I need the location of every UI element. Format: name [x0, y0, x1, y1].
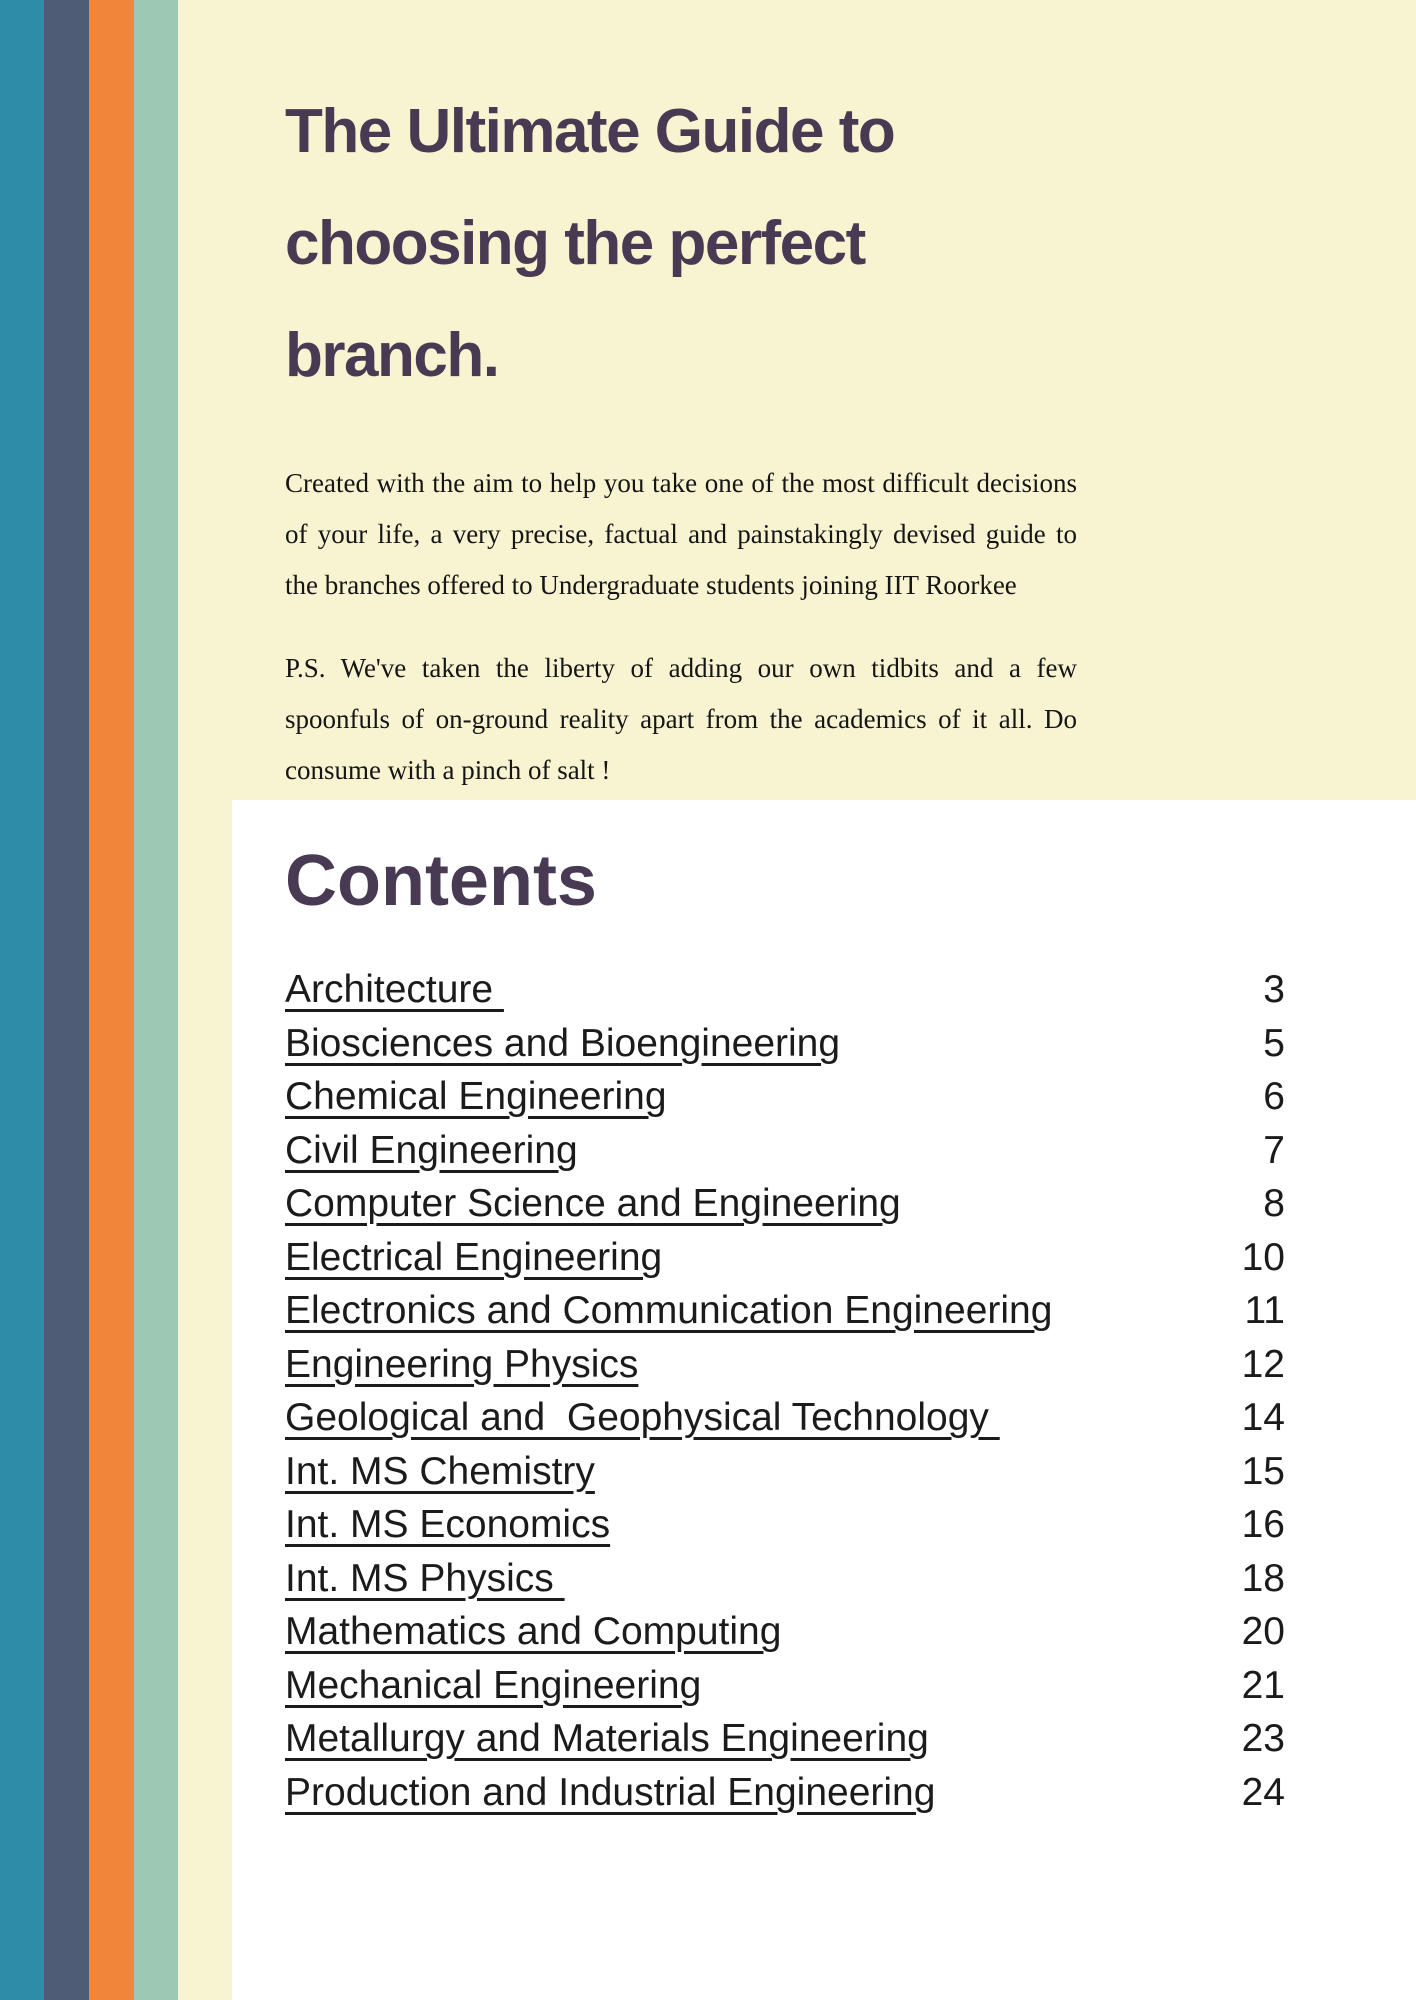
toc-row	[285, 1610, 1285, 1664]
toc-entry-link[interactable]: Mathematics and Computing	[285, 1610, 782, 1653]
toc-row	[285, 1396, 1285, 1450]
contents-panel	[232, 800, 1416, 2000]
toc-row	[285, 1450, 1285, 1504]
toc-entry-link[interactable]: Architecture	[285, 968, 504, 1011]
page-title-line-1: The Ultimate Guide to	[285, 97, 895, 166]
intro-paragraph-2: P.S. We've taken the liberty of adding our own tidbits and a few spoonfuls of on-ground reality apart from the academics of it all. Do consume with a pinch of salt !	[285, 653, 1077, 785]
toc-page-number: 7	[1263, 1128, 1285, 1172]
toc-page-number: 21	[1241, 1663, 1285, 1707]
toc-row	[285, 1557, 1285, 1611]
toc-page-number: 12	[1241, 1342, 1285, 1386]
toc-page-number: 23	[1241, 1717, 1285, 1760]
toc-entry-link[interactable]: Int. MS Economics	[285, 1503, 611, 1546]
toc	[285, 968, 1285, 1824]
toc-row	[285, 1236, 1285, 1290]
stripe-sage	[134, 0, 178, 2000]
toc-page-number: 24	[1241, 1770, 1285, 1814]
intro-paragraph-1: Created with the aim to help you take one of the most difficult decisions of your life, a very precise, factual and painstakingly devised guide to the branches offered to Undergraduate students joining IIT Roorkee	[285, 468, 1077, 600]
toc-row	[285, 1129, 1285, 1183]
toc-row	[285, 1289, 1285, 1343]
toc-entry-link[interactable]: Electrical Engineering	[285, 1235, 663, 1279]
toc-row	[285, 968, 1285, 1022]
toc-entry-link[interactable]: Biosciences and Bioengineering	[285, 1021, 841, 1065]
toc-page-number: 6	[1263, 1075, 1285, 1118]
toc-entry-link[interactable]: Mechanical Engineering	[285, 1663, 702, 1707]
toc-page-number: 3	[1263, 968, 1285, 1011]
toc-entry-link[interactable]: Geological and Geophysical Technology	[285, 1396, 1000, 1439]
stripe-teal	[0, 0, 44, 2000]
toc-row	[285, 1503, 1285, 1557]
stripe-orange	[89, 0, 134, 2000]
toc-entry-link[interactable]: Civil Engineering	[285, 1128, 578, 1172]
toc-entry-link[interactable]: Int. MS Physics	[285, 1556, 565, 1600]
toc-row	[285, 1343, 1285, 1397]
toc-row	[285, 1717, 1285, 1771]
toc-entry-link[interactable]: Computer Science and Engineering	[285, 1182, 901, 1225]
contents-heading: Contents	[285, 841, 597, 921]
stripe-slate	[44, 0, 89, 2000]
toc-row	[285, 1075, 1285, 1129]
toc-page-number: 15	[1241, 1449, 1285, 1493]
toc-entry-link[interactable]: Chemical Engineering	[285, 1075, 667, 1118]
intro-section	[285, 0, 1077, 796]
toc-entry-link[interactable]: Int. MS Chemistry	[285, 1449, 595, 1493]
toc-page-number: 20	[1241, 1610, 1285, 1653]
toc-entry-link[interactable]: Metallurgy and Materials Engineering	[285, 1717, 929, 1760]
toc-page-number: 10	[1241, 1235, 1285, 1279]
page-title	[285, 76, 1077, 412]
toc-page-number: 16	[1241, 1503, 1285, 1546]
toc-row	[285, 1664, 1285, 1718]
toc-entry-link[interactable]: Engineering Physics	[285, 1342, 639, 1386]
toc-page-number: 5	[1263, 1021, 1285, 1065]
toc-row	[285, 1182, 1285, 1236]
toc-entry-link[interactable]: Electronics and Communication Engineering	[285, 1289, 1053, 1332]
toc-row	[285, 1771, 1285, 1825]
page-title-line-2: choosing the perfect branch.	[285, 209, 865, 390]
toc-row	[285, 1022, 1285, 1076]
toc-page-number: 11	[1244, 1289, 1285, 1332]
toc-page-number: 18	[1241, 1556, 1285, 1600]
toc-page-number: 14	[1241, 1396, 1285, 1439]
toc-entry-link[interactable]: Production and Industrial Engineering	[285, 1770, 936, 1814]
toc-page-number: 8	[1263, 1182, 1285, 1225]
